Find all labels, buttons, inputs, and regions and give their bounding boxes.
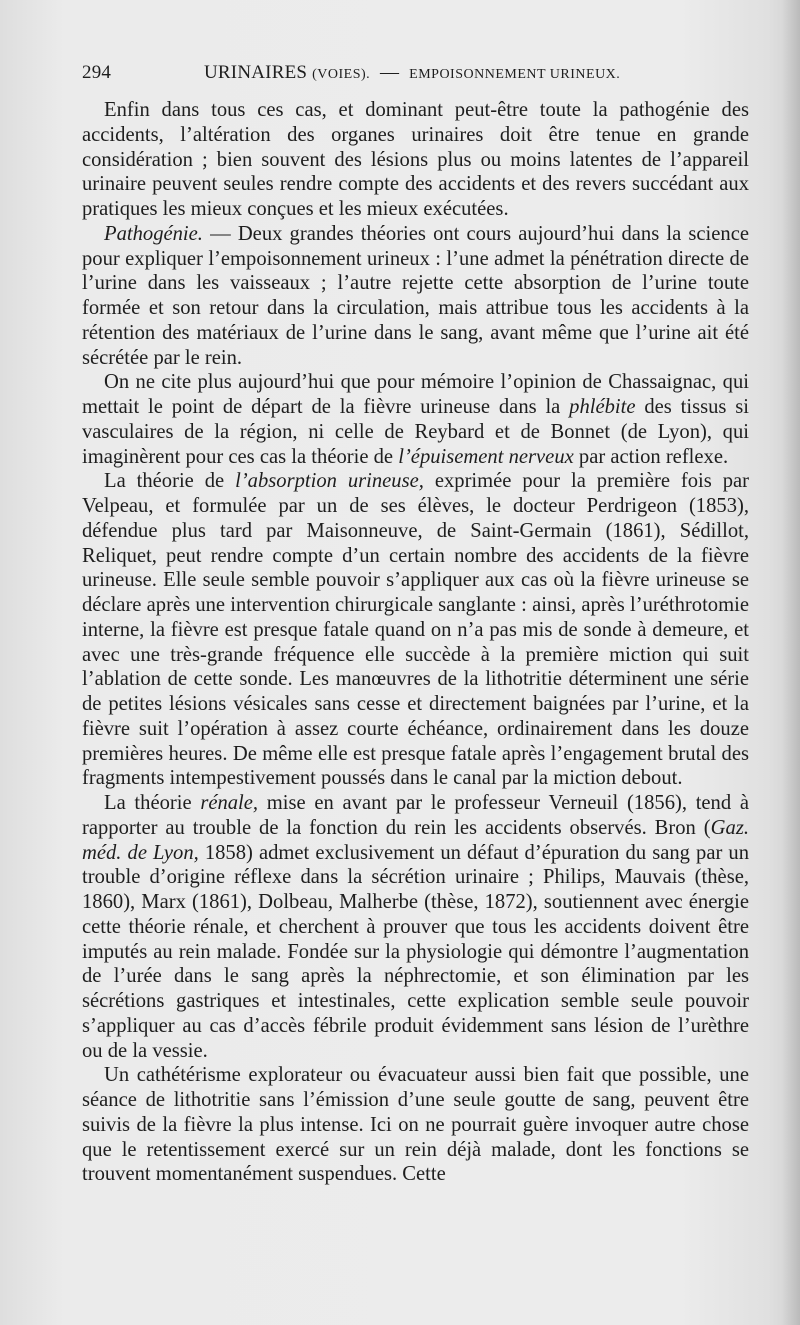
paragraph-3: On ne cite plus aujourd’hui que pour mémoire l’opinion de Chassaignac, qui mettait le point de départ de la fièvre urineuse dans la phlébite des tissus si vasculaires de la région, ni celle de Reybard et de Bonnet (de Lyon), qui imaginèrent pour ces cas la théorie de l’épuisement nerveux par action reflexe.	[82, 371, 749, 468]
title-main: URINAIRES	[204, 62, 308, 83]
title-dash: —	[380, 62, 400, 83]
running-header	[82, 58, 742, 88]
paragraph-1: Enfin dans tous ces cas, et dominant peut-être toute la pathogénie des accidents, l’altération des organes urinaires doit être tenue en grande considération ; bien souvent des lésions plus ou moins latentes de l’appareil urinaire peuvent seules rendre compte des accidents et des revers succédant aux pratiques les mieux conçues et les mieux exécutées.	[82, 99, 749, 220]
title-section: EMPOISONNEMENT URINEUX.	[409, 67, 621, 82]
page-edge-shadow	[782, 0, 800, 1325]
running-title	[204, 62, 620, 84]
paragraph-2: Pathogénie. — Deux grandes théories ont cours aujourd’hui dans la science pour expliquer l’empoisonnement urineux : l’une admet la pénétration directe de l’urine dans les vaisseaux ; l’autre rejette cette absorption de l’urine toute formée et son retour dans la circulation, mais attribue tous les accidents à la rétention des matériaux de l’urine dans le sang, avant même que l’urine ait été sécrétée par le rein.	[82, 222, 749, 369]
pathogenie-heading: Pathogénie.	[104, 222, 203, 245]
paragraph-6: Un cathétérisme explorateur ou évacuateur aussi bien fait que possible, une séance de lithotritie sans l’émission d’une seule goutte de sang, peuvent être suivis de la fièvre la plus intense. Ici on ne pourrait guère invoquer autre chose que le retentissement exercé sur un rein déjà malade, dont les fonctions se trouvent momentanément suspendues. Cette	[82, 1064, 749, 1186]
page-number: 294	[82, 62, 112, 83]
title-voies: (VOIES).	[312, 67, 371, 82]
paragraph-4: La théorie de l’absorption urineuse, exprimée pour la première fois par Velpeau, et formulée par un de ses élèves, le docteur Perdrigeon (1853), défendue plus tard par Maisonneuve, de Saint-Germain (1861), Sédillot, Reliquet, peut rendre compte d’un certain nombre des accidents de la fièvre urineuse. Elle seule semble pouvoir s’appliquer aux cas où la fièvre urineuse se déclare après une intervention chirurgicale sanglante : ainsi, après l’uréthrotomie interne, la fièvre est presque fatale quand on n’a pas mis de sonde à demeure, et avec une très-grande fréquence elle succède à la première miction qui suit l’ablation de cette sonde. Les manœuvres de la lithotritie déterminent une série de petites lésions vésicales sans cesse et directement baignées par l’urine, et la fièvre suit l’opération à assez courte échéance, ordinairement dans les douze premières heures. De même elle est presque fatale après l’engagement brutal des fragments intempestivement poussés dans le canal par la miction debout.	[82, 470, 749, 790]
paragraph-5: La théorie rénale, mise en avant par le professeur Verneuil (1856), tend à rapporter au trouble de la fonction du rein les accidents observés. Bron (Gaz. méd. de Lyon, 1858) admet exclusivement un défaut d’épuration du sang par un trouble d’origine réflexe dans la sécrétion urinaire ; Philips, Mauvais (thèse, 1860), Marx (1861), Dolbeau, Malherbe (thèse, 1872), soutiennent avec énergie cette théorie rénale, et cherchent à prouver que tous les accidents doivent être imputés au rein malade. Fondée sur la physiologie qui démontre l’augmentation de l’urée dans le sang après la néphrectomie, et son élimination par les sécrétions gastriques et intestinales, cette explication semble seule pouvoir s’appliquer au cas d’accès fébrile produit évidemment sans lésion de l’urèthre ou de la vessie.	[82, 792, 749, 1062]
body-text	[82, 98, 749, 1187]
